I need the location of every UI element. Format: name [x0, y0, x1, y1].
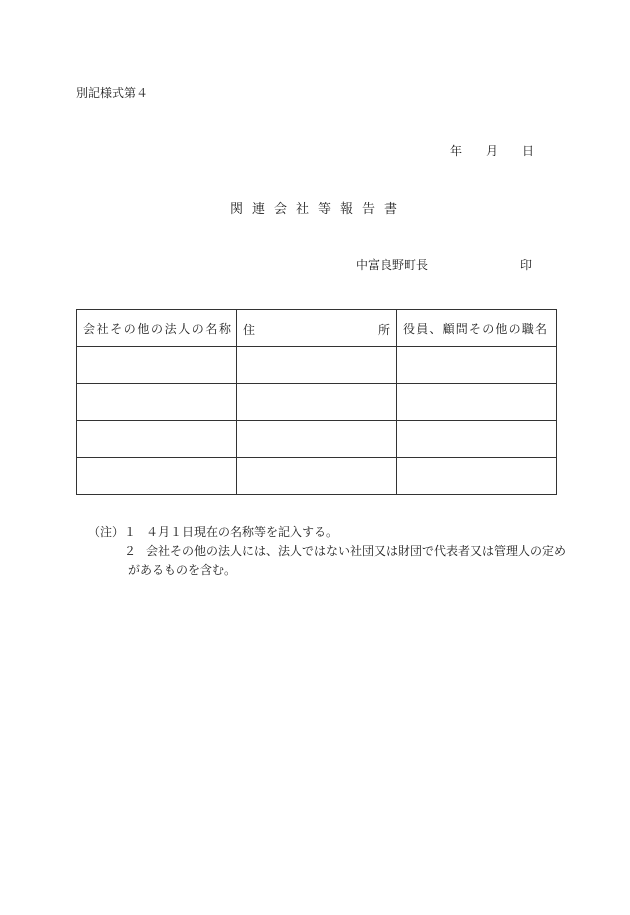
note-item-1	[88, 523, 558, 542]
header-address	[237, 310, 397, 347]
cell-role[interactable]	[397, 421, 557, 458]
cell-role[interactable]	[397, 458, 557, 495]
date-month-label: 月	[486, 144, 499, 158]
note-number: １	[124, 525, 137, 539]
notes-section	[88, 523, 567, 580]
cell-company-name[interactable]	[77, 458, 237, 495]
cell-company-name[interactable]	[77, 347, 237, 384]
table-row	[77, 384, 557, 421]
header-company-name: 会社その他の法人の名称	[77, 310, 237, 347]
header-address-part-2: 所	[377, 323, 390, 337]
date-year-label: 年	[450, 144, 463, 158]
table-row	[77, 458, 557, 495]
cell-role[interactable]	[397, 384, 557, 421]
table-row	[77, 421, 557, 458]
cell-company-name[interactable]	[77, 384, 237, 421]
date-day-label: 日	[522, 144, 535, 158]
addressee-name: 中富良野町長	[356, 258, 429, 272]
cell-company-name[interactable]	[77, 421, 237, 458]
related-company-table	[76, 309, 557, 495]
document-title: 関連会社等報告書	[229, 202, 406, 217]
note-text-continuation: があるものを含む。	[128, 563, 237, 577]
cell-address[interactable]	[237, 384, 397, 421]
header-role: 役員、顧問その他の職名	[397, 310, 557, 347]
notes-label: （注）	[88, 525, 125, 539]
cell-address[interactable]	[237, 421, 397, 458]
cell-address[interactable]	[237, 458, 397, 495]
cell-address[interactable]	[237, 347, 397, 384]
cell-role[interactable]	[397, 347, 557, 384]
header-address-part-1: 住	[243, 323, 256, 337]
table-row	[77, 347, 557, 384]
note-item-2	[88, 542, 567, 561]
note-text: ４月１日現在の名称等を記入する。	[146, 525, 339, 539]
note-number: ２	[124, 544, 137, 558]
seal-mark: 印	[520, 258, 533, 272]
note-text: 会社その他の法人には、法人ではない社団又は財団で代表者又は管理人の定め	[146, 544, 567, 558]
form-number: 別記様式第４	[76, 86, 149, 100]
note-item-2-continuation	[88, 561, 558, 580]
table-header-row	[77, 310, 557, 347]
